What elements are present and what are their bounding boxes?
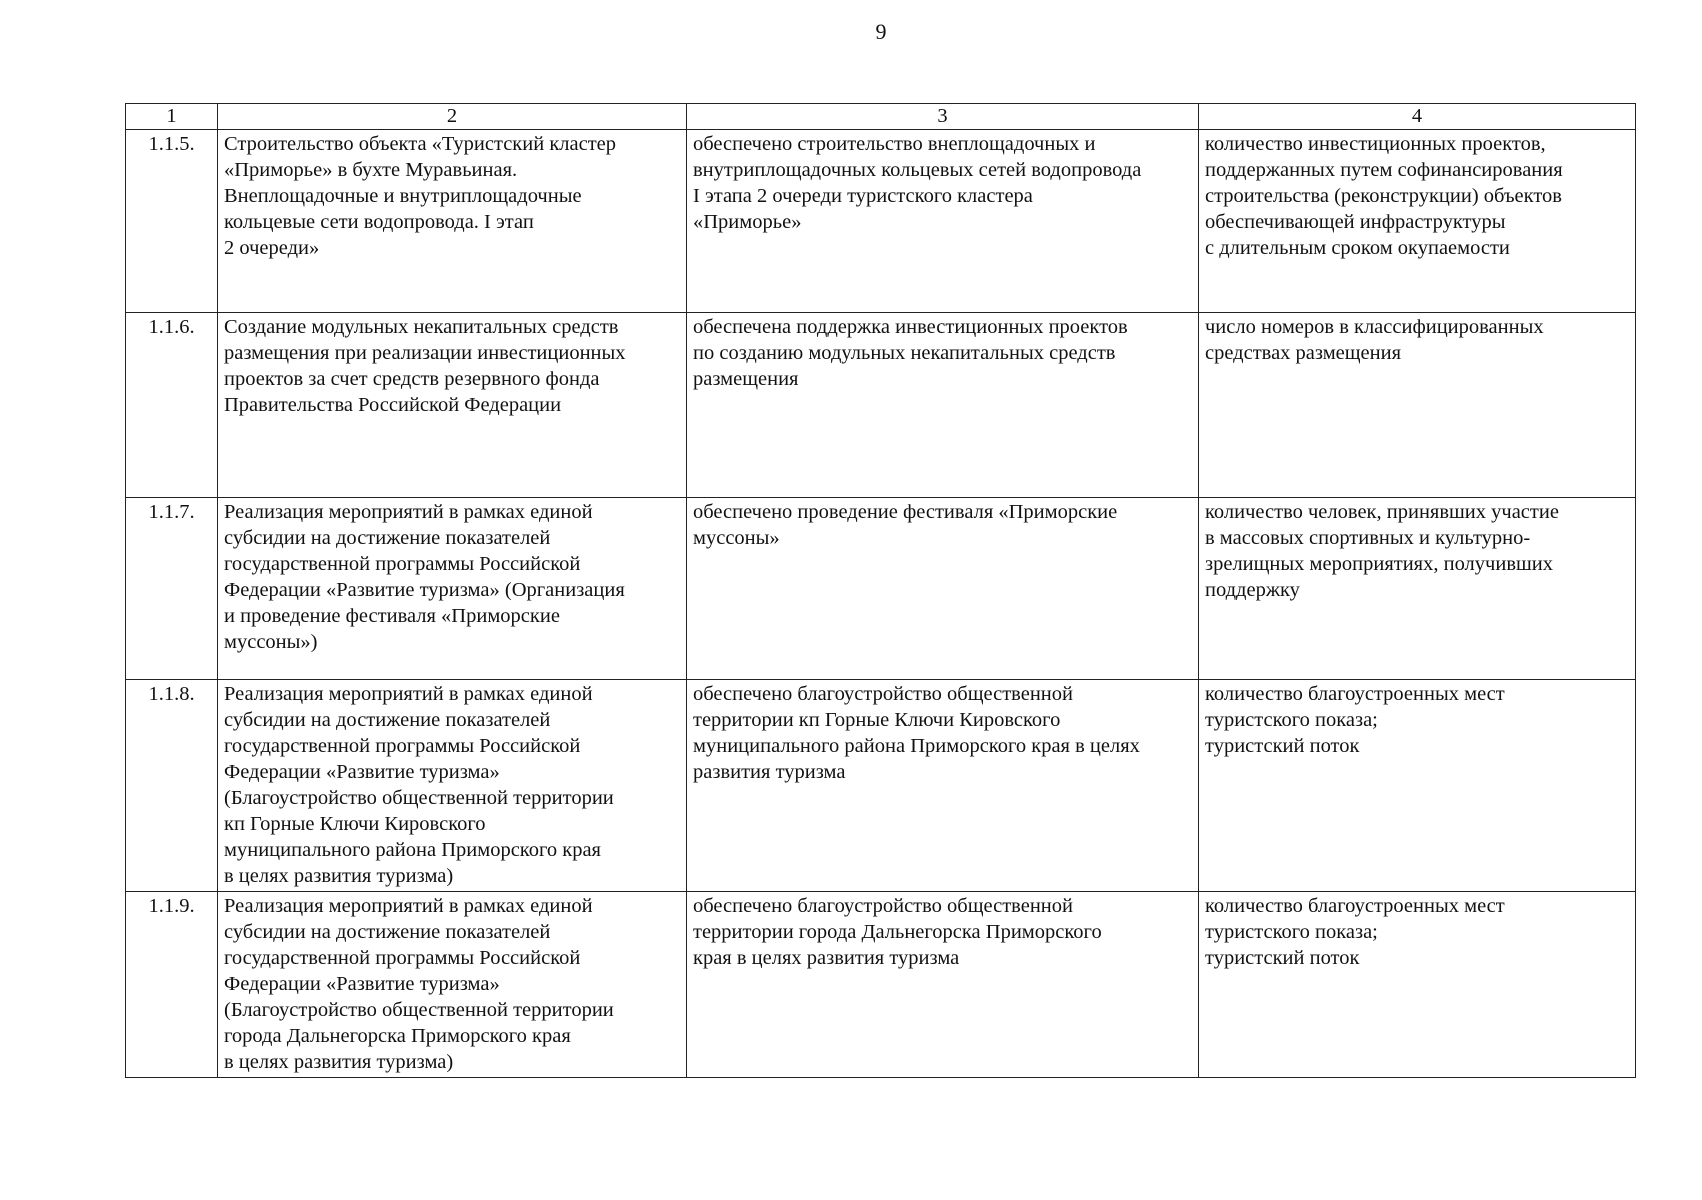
row-number: 1.1.7. — [126, 498, 218, 680]
measure-name: Реализация мероприятий в рамках единой субсидии на достижение показателей государственной программы Российской Федерации «Развитие туризма» (Организация и проведение фестиваля «Приморские муссоны») — [224, 501, 625, 653]
measure-name-cell — [218, 313, 687, 498]
column-header-1: 1 — [126, 104, 218, 130]
indicator-text: количество человек, принявших участие в массовых спортивных и культурно- зрелищных мероприятиях, получивших поддержку — [1205, 501, 1559, 601]
measures-table — [125, 103, 1636, 1078]
measure-name-cell — [218, 892, 687, 1078]
measure-name: Строительство объекта «Туристский кластер «Приморье» в бухте Муравьиная. Внеплощадочные и внутриплощадочные кольцевые сети водопровода. I этап 2 очереди» — [224, 133, 617, 259]
column-header-4: 4 — [1199, 104, 1636, 130]
result-text: обеспечено благоустройство общественной территории города Дальнегорска Приморского края в целях развития туризма — [693, 895, 1102, 969]
indicator-cell — [1199, 313, 1636, 498]
result-text: обеспечено строительство внеплощадочных и внутриплощадочных кольцевых сетей водопровода I этапа 2 очереди туристского кластера «Приморье» — [693, 133, 1142, 233]
measure-name: Реализация мероприятий в рамках единой субсидии на достижение показателей государственной программы Российской Федерации «Развитие туризма» (Благоустройство общественной территории кп Горные Ключи Кировского муниципального района Приморского края в целях развития туризма) — [224, 683, 614, 887]
table-row — [126, 680, 1636, 892]
indicator-cell — [1199, 892, 1636, 1078]
result-cell — [687, 892, 1199, 1078]
measure-name-cell — [218, 680, 687, 892]
indicator-text: число номеров в классифицированных средствах размещения — [1205, 316, 1544, 364]
column-header-3: 3 — [687, 104, 1199, 130]
result-cell — [687, 313, 1199, 498]
table-row — [126, 313, 1636, 498]
measure-name: Реализация мероприятий в рамках единой субсидии на достижение показателей государственной программы Российской Федерации «Развитие туризма» (Благоустройство общественной территории города Дальнегорска Приморского края в целях развития туризма) — [224, 895, 614, 1073]
result-cell — [687, 498, 1199, 680]
indicator-cell — [1199, 680, 1636, 892]
table-row — [126, 892, 1636, 1078]
indicator-text: количество инвестиционных проектов, поддержанных путем софинансирования строительства (реконструкции) объектов обеспечивающей инфраструктуры с длительным сроком окупаемости — [1205, 133, 1563, 259]
measure-name-cell — [218, 130, 687, 313]
result-cell — [687, 680, 1199, 892]
measure-name-cell — [218, 498, 687, 680]
result-cell — [687, 130, 1199, 313]
row-number: 1.1.9. — [126, 892, 218, 1078]
row-number: 1.1.5. — [126, 130, 218, 313]
indicator-cell — [1199, 130, 1636, 313]
indicator-text: количество благоустроенных мест туристского показа; туристский поток — [1205, 895, 1505, 969]
result-text: обеспечено благоустройство общественной территории кп Горные Ключи Кировского муниципального района Приморского края в целях развития туризма — [693, 683, 1140, 783]
indicator-text: количество благоустроенных мест туристского показа; туристский поток — [1205, 683, 1505, 757]
row-number: 1.1.8. — [126, 680, 218, 892]
result-text: обеспечена поддержка инвестиционных проектов по созданию модульных некапитальных средств размещения — [693, 316, 1128, 390]
indicator-cell — [1199, 498, 1636, 680]
row-number: 1.1.6. — [126, 313, 218, 498]
column-header-2: 2 — [218, 104, 687, 130]
table-row — [126, 498, 1636, 680]
table-row — [126, 130, 1636, 313]
result-text: обеспечено проведение фестиваля «Приморские муссоны» — [693, 501, 1118, 549]
measure-name: Создание модульных некапитальных средств размещения при реализации инвестиционных проектов за счет средств резервного фонда Правительства Российской Федерации — [224, 316, 626, 416]
page-number: 9 — [875, 19, 887, 44]
table-header-row — [126, 104, 1636, 130]
